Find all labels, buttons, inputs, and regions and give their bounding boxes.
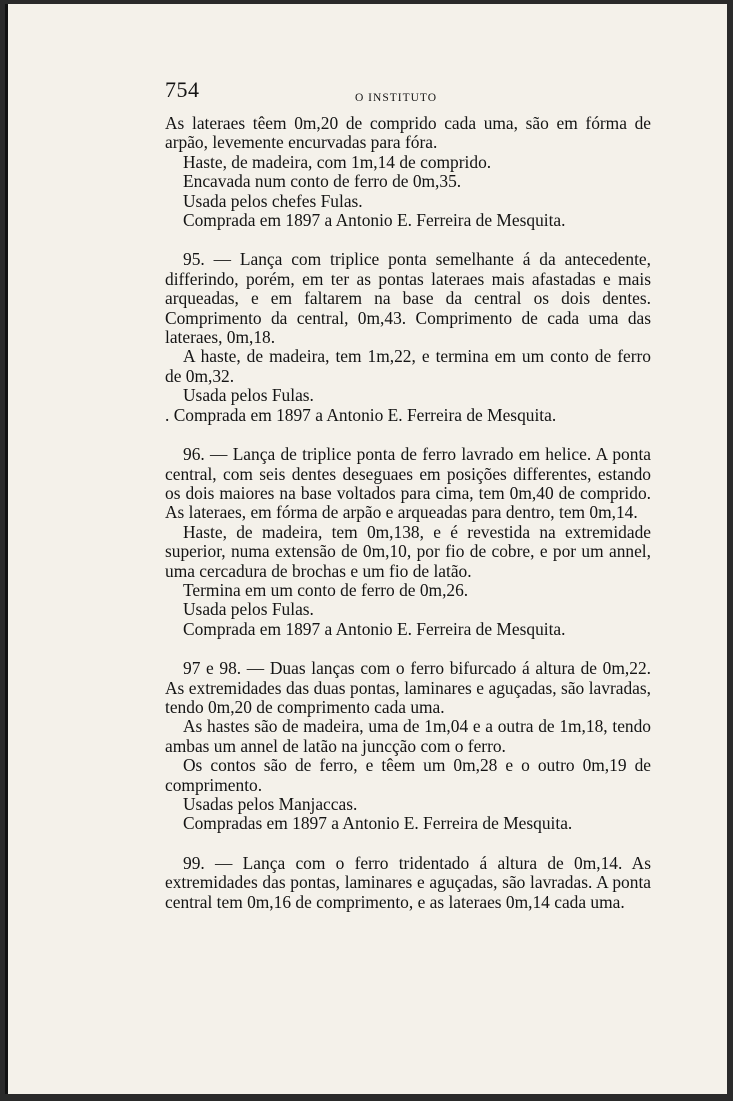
paragraph: Usadas pelos Manjaccas.	[183, 794, 358, 814]
entry-block	[165, 250, 651, 425]
paragraph: Usada pelos Fulas.	[183, 385, 314, 406]
paragraph: Termina em um conto de ferro de 0m,26.	[183, 579, 469, 600]
entry-block	[165, 114, 651, 230]
page-number: 754	[165, 77, 200, 102]
paragraph: As hastes são de madeira, uma de 1m,04 e a outra de 1m,18, tendo ambas um annel de latão na juncção com o ferro.	[165, 716, 651, 756]
paragraph: 97 e 98. — Duas lanças com o ferro bifurcado á altura de 0m,22. As extremidades das duas pontas, laminares e aguçadas, são lavradas, tendo 0m,20 de comprimento cada uma.	[165, 658, 651, 717]
paragraph: Comprada em 1897 a Antonio E. Ferreira de Mesquita.	[183, 618, 566, 639]
paragraph: As lateraes têem 0m,20 de comprido cada uma, são em fórma de arpão, levemente encurvadas para fóra.	[165, 113, 651, 153]
page-content	[165, 77, 651, 912]
paragraph: Usada pelos Fulas.	[183, 599, 314, 620]
paragraph: Compradas em 1897 a Antonio E. Ferreira de Mesquita.	[183, 813, 573, 834]
entry-block	[165, 659, 651, 834]
entry-block	[165, 445, 651, 639]
paragraph: Usada pelos chefes Fulas.	[183, 190, 363, 211]
page-header	[165, 77, 651, 114]
paragraph: 99. — Lança com o ferro tridentado á altura de 0m,14. As extremidades das pontas, laminares e aguçadas, são lavradas. A ponta central tem 0m,16 de comprimento, e as lateraes 0m,14 cada uma.	[165, 852, 651, 912]
paragraph: Haste, de madeira, tem 0m,138, e é revestida na extremidade superior, numa extensão de 0m,10, por fio de cobre, e por um annel, uma cercadura de brochas e um fio de latão.	[165, 521, 651, 581]
paragraph: A haste, de madeira, tem 1m,22, e termina em um conto de ferro de 0m,32.	[165, 346, 651, 386]
paragraph: Encavada num conto de ferro de 0m,35.	[183, 171, 462, 192]
paragraph: Haste, de madeira, com 1m,14 de comprido.	[183, 151, 492, 172]
paragraph: Comprada em 1897 a Antonio E. Ferreira de Mesquita.	[183, 210, 566, 231]
body-text	[165, 114, 651, 912]
running-head: O INSTITUTO	[355, 92, 438, 104]
paragraph: 96. — Lança de triplice ponta de ferro lavrado em helice. A ponta central, com seis dentes deseguaes em posições differentes, estando os dois maiores na base voltados para cima, tem 0m,40 de comprido. As lateraes, em fórma de arpão e arqueadas para dentro, tem 0m,14.	[165, 444, 651, 523]
paragraph: . Comprada em 1897 a Antonio E. Ferreira de Mesquita.	[165, 404, 557, 425]
entry-block	[165, 854, 651, 912]
paragraph: 95. — Lança com triplice ponta semelhante á da antecedente, differindo, porém, em ter as pontas lateraes mais afastadas e mais arqueadas, e em faltarem na base da central os dois dentes. Comprimento da central, 0m,43. Comprimento de cada uma das lateraes, 0m,18.	[165, 249, 651, 348]
book-page	[5, 4, 727, 1094]
paragraph: Os contos são de ferro, e têem um 0m,28 e o outro 0m,19 de comprimento.	[165, 755, 651, 795]
